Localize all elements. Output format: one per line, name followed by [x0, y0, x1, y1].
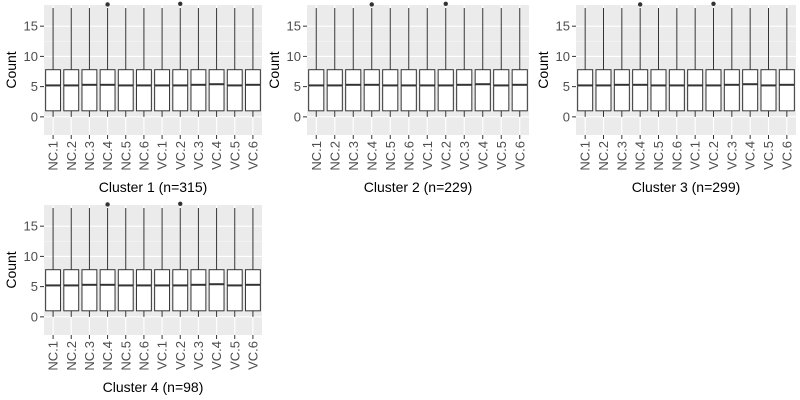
box-nc-6: [136, 70, 151, 111]
outlier-point: [444, 2, 448, 6]
y-axis-title: Count: [535, 51, 551, 89]
x-tick-label: NC.5: [118, 341, 134, 371]
x-tick-label: VC.3: [456, 141, 472, 170]
box-vc-3: [457, 70, 472, 111]
y-tick-label: 5: [30, 79, 38, 95]
x-tick-label: VC.5: [227, 341, 243, 370]
x-tick-label: NC.6: [669, 141, 685, 171]
x-tick-label: VC.6: [779, 141, 795, 170]
outlier-point: [105, 2, 109, 6]
chart-panel: [535, 2, 796, 195]
y-tick-label: 0: [30, 309, 38, 325]
x-tick-label: NC.6: [401, 141, 417, 171]
y-tick-label: 0: [30, 109, 38, 125]
box-vc-4: [475, 70, 490, 111]
box-nc-3: [82, 70, 97, 111]
x-tick-label: VC.3: [190, 141, 206, 170]
y-tick-label: 5: [30, 279, 38, 295]
box-vc-3: [724, 70, 739, 111]
chart-panel: [3, 2, 262, 195]
box-vc-4: [743, 70, 758, 111]
x-tick-label: NC.4: [364, 141, 380, 171]
box-vc-6: [512, 70, 527, 111]
box-nc-2: [596, 70, 611, 111]
box-nc-2: [64, 270, 79, 311]
x-tick-label: VC.5: [493, 141, 509, 170]
box-vc-1: [420, 70, 435, 111]
box-vc-2: [706, 70, 721, 111]
y-tick-label: 15: [286, 18, 301, 34]
box-nc-4: [364, 70, 379, 111]
outlier-point: [178, 202, 182, 206]
x-tick-label: VC.2: [706, 141, 721, 170]
x-tick-label: NC.1: [45, 141, 61, 171]
x-tick-label: VC.6: [245, 141, 261, 170]
box-vc-3: [191, 270, 206, 311]
x-tick-label: NC.4: [100, 141, 116, 171]
x-tick-label: VC.5: [761, 141, 776, 170]
x-tick-label: NC.4: [632, 141, 648, 171]
x-tick-label: NC.3: [345, 141, 361, 171]
x-tick-label: VC.2: [438, 141, 454, 170]
chart-panel: [266, 2, 529, 195]
y-axis-title: Count: [3, 251, 19, 289]
x-tick-label: NC.4: [100, 341, 116, 371]
box-vc-5: [761, 70, 776, 111]
x-tick-label: NC.3: [81, 341, 97, 371]
y-tick-label: 10: [23, 48, 38, 64]
x-axis-title: Cluster 2 (n=229): [363, 179, 473, 195]
box-nc-1: [46, 270, 61, 311]
y-tick-label: 15: [23, 18, 38, 34]
box-vc-2: [173, 270, 188, 311]
box-vc-4: [209, 270, 224, 311]
x-tick-label: VC.1: [419, 141, 435, 170]
x-tick-label: VC.6: [245, 341, 261, 370]
box-nc-1: [46, 70, 61, 111]
box-vc-1: [155, 70, 170, 111]
x-axis-title: Cluster 3 (n=299): [631, 179, 741, 195]
x-tick-label: NC.5: [118, 141, 134, 171]
x-tick-label: NC.3: [81, 141, 97, 171]
box-vc-5: [227, 270, 242, 311]
x-tick-label: VC.3: [190, 341, 206, 370]
box-nc-4: [633, 70, 648, 111]
x-tick-label: VC.5: [227, 141, 243, 170]
x-tick-label: VC.4: [209, 141, 225, 170]
y-tick-label: 0: [562, 109, 570, 125]
y-tick-label: 5: [562, 79, 570, 95]
y-axis-title: Count: [266, 51, 282, 89]
box-vc-5: [494, 70, 509, 111]
box-nc-5: [118, 70, 133, 111]
box-vc-1: [688, 70, 703, 111]
box-vc-2: [438, 70, 453, 111]
box-nc-5: [383, 70, 398, 111]
x-tick-label: VC.1: [154, 341, 170, 370]
x-tick-label: VC.4: [742, 141, 758, 170]
x-tick-label: NC.6: [136, 141, 152, 171]
x-tick-label: NC.1: [45, 341, 61, 371]
box-vc-2: [173, 70, 188, 111]
x-tick-label: NC.2: [63, 341, 79, 371]
y-axis-title: Count: [3, 51, 19, 89]
box-vc-6: [245, 270, 260, 311]
y-tick-label: 15: [555, 18, 570, 34]
box-nc-4: [100, 270, 115, 311]
box-nc-4: [100, 70, 115, 111]
x-tick-label: NC.1: [577, 141, 593, 171]
x-tick-label: NC.1: [308, 141, 324, 171]
x-axis-title: Cluster 1 (n=315): [98, 179, 208, 195]
box-vc-5: [227, 70, 242, 111]
box-nc-3: [82, 270, 97, 311]
x-tick-label: VC.6: [512, 141, 528, 170]
box-nc-2: [327, 70, 342, 111]
box-nc-5: [118, 270, 133, 311]
x-tick-label: NC.2: [596, 141, 611, 171]
box-nc-1: [578, 70, 593, 111]
x-tick-label: VC.4: [209, 341, 225, 370]
y-tick-label: 10: [555, 48, 570, 64]
outlier-point: [178, 2, 182, 6]
box-vc-4: [209, 70, 224, 111]
x-tick-label: NC.5: [651, 141, 666, 171]
y-tick-label: 0: [293, 109, 301, 125]
x-tick-label: VC.3: [724, 141, 740, 170]
outlier-point: [370, 2, 374, 6]
x-tick-label: VC.4: [475, 141, 491, 170]
x-tick-label: NC.6: [136, 341, 152, 371]
outlier-point: [105, 202, 109, 206]
box-nc-5: [651, 70, 666, 111]
box-vc-6: [779, 70, 794, 111]
x-tick-label: NC.2: [63, 141, 79, 171]
box-vc-6: [245, 70, 260, 111]
box-nc-3: [614, 70, 629, 111]
box-nc-6: [669, 70, 684, 111]
outlier-point: [638, 2, 642, 6]
x-tick-label: VC.1: [154, 141, 170, 170]
box-nc-1: [309, 70, 324, 111]
y-tick-label: 10: [23, 248, 38, 264]
x-tick-label: VC.2: [172, 141, 188, 170]
x-tick-label: NC.2: [327, 141, 343, 171]
chart-panel: [3, 202, 262, 395]
x-tick-label: VC.1: [687, 141, 703, 170]
x-tick-label: NC.5: [382, 141, 398, 171]
box-vc-3: [191, 70, 206, 111]
y-tick-label: 10: [286, 48, 301, 64]
box-nc-6: [136, 270, 151, 311]
y-tick-label: 15: [23, 218, 38, 234]
box-nc-2: [64, 70, 79, 111]
x-axis-title: Cluster 4 (n=98): [102, 379, 204, 395]
outlier-point: [711, 2, 715, 6]
x-tick-label: NC.3: [614, 141, 630, 171]
y-tick-label: 5: [293, 79, 301, 95]
box-nc-3: [346, 70, 361, 111]
box-nc-6: [401, 70, 416, 111]
box-vc-1: [155, 270, 170, 311]
x-tick-label: VC.2: [172, 341, 188, 370]
